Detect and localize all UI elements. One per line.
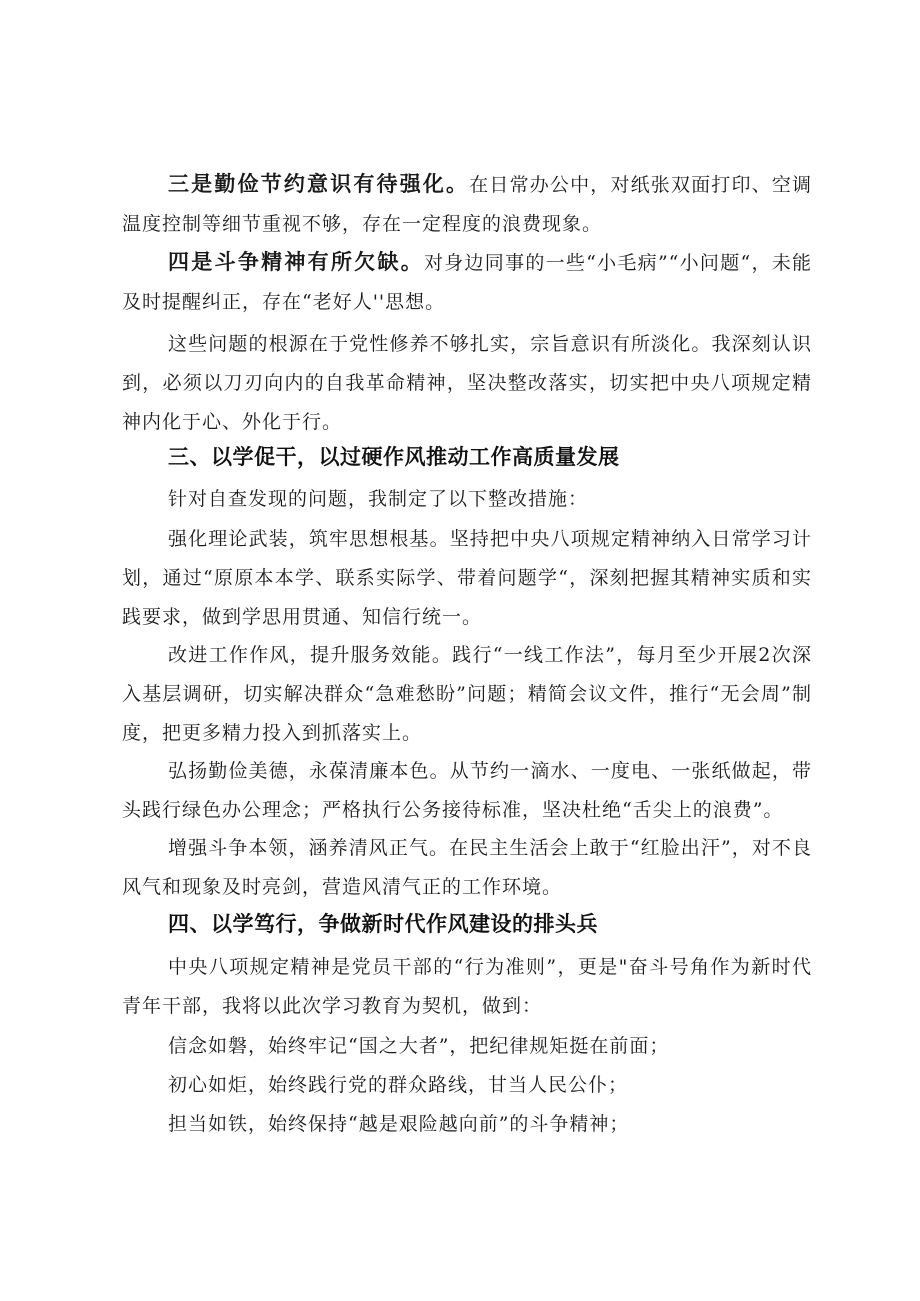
list-item-belief: 信念如磐，始终牢记“国之大者”，把纪律规矩挺在前面；	[168, 1035, 670, 1057]
paragraph-commitment: 中央八项规定精神是党员干部的“行为准则”，更是"奋斗号角作为新时代青年干部，我将以此次学习教育为契机，做到：	[122, 956, 812, 1017]
paragraph-lead: 三是勤俭节约意识有待强化。	[168, 171, 470, 196]
list-item-original-aspiration: 初心如炬，始终践行党的群众路线，甘当人民公仆；	[168, 1074, 629, 1096]
paragraph-lead: 四是斗争精神有所欠缺。	[168, 249, 424, 274]
paragraph-root-cause: 这些问题的根源在于党性修养不够扎实，宗旨意识有所淡化。我深刻认识到，必须以刀刃向内的自我革命精神，坚决整改落实，切实把中央八项规定精神内化于心、外化于行。	[122, 333, 812, 433]
paragraph-frugality: 弘扬勤俭美德，永葆清廉本色。从节约一滴水、一度电、一张纸做起，带头践行绿色办公理念；严格执行公务接待标准，坚决杜绝“舌尖上的浪费”。	[122, 760, 812, 821]
section-heading-3: 三、以学促干，以过硬作风推动工作高质量发展	[168, 445, 620, 469]
paragraph-struggle	[122, 242, 812, 322]
paragraph-text: 对身边同事的一些“小毛病”“小问题“，未能及时提醒纠正，存在“老好人''思想。	[122, 252, 812, 313]
list-item-responsibility: 担当如铁，始终保持“越是艰险越向前”的斗争精神；	[168, 1113, 630, 1135]
paragraph-theory: 强化理论武装，筑牢思想根基。坚持把中央八项规定精神纳入日常学习计划，通过“原原本本学、联系实际学、带着问题学“，深刻把握其精神实质和实践要求，做到学思用贯通、知信行统一。	[122, 528, 812, 628]
paragraph-workstyle: 改进工作作风，提升服务效能。践行“一线工作法”，每月至少开展2次深入基层调研，切实解决群众“急难愁盼”问题；精简会议文件，推行“无会周”制度，把更多精力投入到抓落实上。	[122, 644, 812, 744]
paragraph-text: 在日常办公中，对纸张双面打印、空调温度控制等细节重视不够，存在一定程度的浪费现象。	[122, 174, 812, 235]
paragraph-integrity: 增强斗争本领，涵养清风正气。在民主生活会上敢于“红脸出汗”，对不良风气和现象及时亮剑，营造风清气正的工作环境。	[122, 837, 812, 898]
section-heading-4: 四、以学笃行，争做新时代作风建设的排头兵	[168, 912, 598, 936]
paragraph-measures-intro: 针对自查发现的问题，我制定了以下整改措施：	[168, 488, 589, 510]
paragraph-thrift	[122, 164, 812, 244]
